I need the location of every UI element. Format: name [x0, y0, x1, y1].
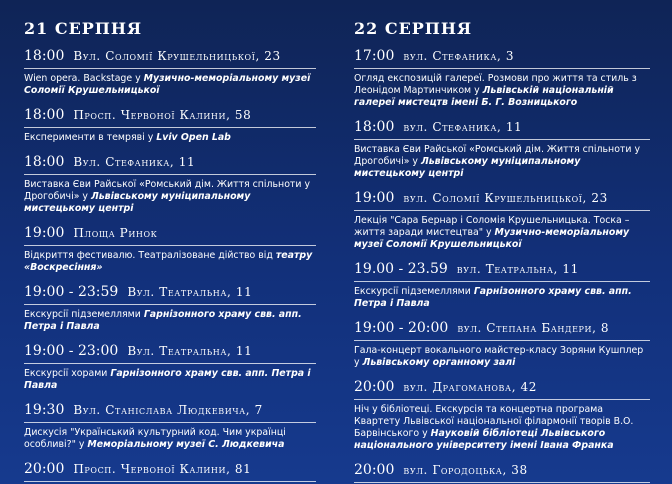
event-text: Екскурсії підземеллями: [354, 286, 474, 297]
event-text: Виставка Єви Райської «Ромський дім. Життя спільноти у Дрогобичі» у: [24, 179, 311, 202]
event-address: вул. Стефаника, 11: [403, 120, 523, 134]
day-column-august-21: [24, 0, 316, 482]
event-time: 18:00: [24, 107, 65, 123]
event-item: [354, 460, 650, 483]
divider: [24, 68, 316, 69]
event-header: [24, 105, 316, 126]
day-heading: 21 СЕРПНЯ: [24, 19, 143, 38]
event-description: [354, 345, 650, 369]
event-text: Wien opera. Backstage у: [24, 73, 144, 84]
event-description: [24, 132, 316, 144]
event-venue: Меморіальному музеї С. Людкевича: [87, 439, 285, 450]
event-header: [24, 152, 316, 173]
event-description: [24, 309, 316, 333]
event-text: Лекція "Сара Бернар і Соломія Крушельницька. Тоска – життя заради мистецтва" у: [354, 215, 630, 238]
event-address: вул. Городоцька, 38: [403, 463, 528, 477]
event-item: [354, 377, 650, 452]
event-address: Вул. Театральна, 11: [127, 344, 253, 358]
event-description: [24, 73, 316, 97]
event-item: [24, 223, 316, 274]
event-header: [24, 223, 316, 244]
divider: [354, 399, 650, 400]
event-header: [354, 259, 650, 280]
event-text: Ніч у бібліотеці. Екскурсія та концертна програма Квартету Львівської національної філармонії творів В.О. Барвінського у: [354, 404, 634, 439]
event-venue: Науковій бібліотеці Львівського національного університету імені Івана Франка: [354, 428, 614, 451]
event-time: 19.00 - 23.59: [354, 261, 448, 277]
event-time: 17:00: [354, 48, 395, 64]
event-description: [354, 286, 650, 310]
event-item: [354, 188, 650, 251]
event-time: 19:00 - 23:00: [24, 343, 119, 359]
event-header: [24, 459, 316, 480]
divider: [24, 481, 316, 482]
event-time: 18:00: [24, 48, 65, 64]
event-header: [24, 400, 316, 421]
event-address: Просп. Червоної Калини, 58: [73, 108, 252, 122]
divider: [24, 363, 316, 364]
event-header: [354, 460, 650, 481]
event-text: Огляд експозицій галереї. Розмови про життя та стиль з Леонідом Мартинчиком у: [354, 73, 637, 96]
event-venue: Львівському муніципальному мистецькому центрі: [24, 191, 251, 214]
divider: [354, 482, 650, 483]
event-time: 19:30: [24, 402, 65, 418]
event-description: [354, 404, 650, 452]
event-text: Гала-концерт вокального майстер-класу Зоряни Кушплер у: [354, 345, 644, 368]
event-header: [354, 46, 650, 67]
divider: [24, 245, 316, 246]
event-venue: Львівському муніципальному мистецькому центрі: [354, 156, 581, 179]
event-time: 19:00 - 23:59: [24, 284, 119, 300]
event-text: Дискусія "Український культурний код. Чим українці особливі?" у: [24, 427, 286, 450]
event-address: Вул. Стефаника, 11: [73, 155, 196, 169]
event-header: [24, 282, 316, 303]
event-address: Вул. Соломії Крушельницької, 23: [73, 49, 281, 63]
event-description: [354, 144, 650, 180]
divider: [354, 139, 650, 140]
event-address: вул. Театральна, 11: [456, 262, 579, 276]
event-description: [24, 179, 316, 215]
event-description: [24, 250, 316, 274]
event-address: Просп. Червоної Калини, 81: [73, 462, 252, 476]
event-venue: Музично-меморіальному музеї Соломії Крушельницької: [354, 227, 630, 250]
event-item: [354, 318, 650, 369]
event-venue: Львівській національній галереї мистецтв імені Б. Г. Возницького: [354, 85, 614, 108]
event-time: 19:00 - 20:00: [354, 320, 449, 336]
event-text: Екскурсії хорами: [24, 368, 111, 379]
event-address: вул. Соломії Крушельницької, 23: [403, 191, 608, 205]
divider: [354, 210, 650, 211]
event-time: 18:00: [24, 154, 65, 170]
event-item: [24, 341, 316, 392]
event-time: 20:00: [354, 379, 395, 395]
event-description: [24, 427, 316, 451]
event-time: 19:00: [354, 190, 395, 206]
divider: [354, 340, 650, 341]
event-item: [24, 400, 316, 451]
day-heading: 22 СЕРПНЯ: [354, 19, 473, 38]
divider: [24, 422, 316, 423]
event-item: [354, 46, 650, 109]
event-item: [24, 282, 316, 333]
divider: [354, 68, 650, 69]
event-item: [354, 117, 650, 180]
divider: [354, 281, 650, 282]
event-description: [354, 215, 650, 251]
event-text: Експерименти в темряві у: [24, 132, 157, 143]
event-description: [354, 73, 650, 109]
event-time: 20:00: [354, 462, 395, 478]
event-venue: Гарнізонного храму свв. апп. Петра і Павла: [24, 368, 311, 391]
event-time: 19:00: [24, 225, 65, 241]
divider: [24, 304, 316, 305]
event-venue: Львівському органному залі: [362, 357, 516, 368]
event-item: [24, 459, 316, 482]
event-header: [354, 377, 650, 398]
event-header: [354, 188, 650, 209]
event-text: Відкриття фестивалю. Театралізоване дійство від: [24, 250, 276, 261]
event-venue: Музично-меморіальному музеї Соломії Крушельницької: [24, 73, 311, 96]
event-header: [24, 46, 316, 67]
event-address: вул. Степана Бандери, 8: [457, 321, 610, 335]
event-item: [24, 105, 316, 144]
event-address: Вул. Станіслава Людкевича, 7: [73, 403, 263, 417]
event-header: [24, 341, 316, 362]
divider: [24, 127, 316, 128]
event-venue: театру «Воскресіння»: [24, 250, 313, 273]
event-header: [354, 318, 650, 339]
event-address: Площа Ринок: [73, 226, 158, 240]
event-venue: Гарнізонного храму свв. апп. Петра і Павла: [24, 309, 302, 332]
event-venue: Lviv Open Lab: [156, 132, 231, 143]
event-text: Екскурсії підземеллями: [24, 309, 144, 320]
event-address: Вул. Театральна, 11: [127, 285, 253, 299]
divider: [24, 174, 316, 175]
event-description: [24, 368, 316, 392]
event-item: [24, 152, 316, 215]
event-header: [354, 117, 650, 138]
event-venue: Гарнізонного храму свв. апп. Петра і Павла: [354, 286, 632, 309]
event-time: 20:00: [24, 461, 65, 477]
event-item: [24, 46, 316, 97]
event-text: Виставка Єви Райської «Ромський дім. Життя спільноти у Дрогобичі» у: [354, 144, 641, 167]
day-column-august-22: [354, 0, 650, 483]
event-time: 18:00: [354, 119, 395, 135]
event-item: [354, 259, 650, 310]
event-address: вул. Стефаника, 3: [403, 49, 515, 63]
event-address: вул. Драгоманова, 42: [403, 380, 537, 394]
